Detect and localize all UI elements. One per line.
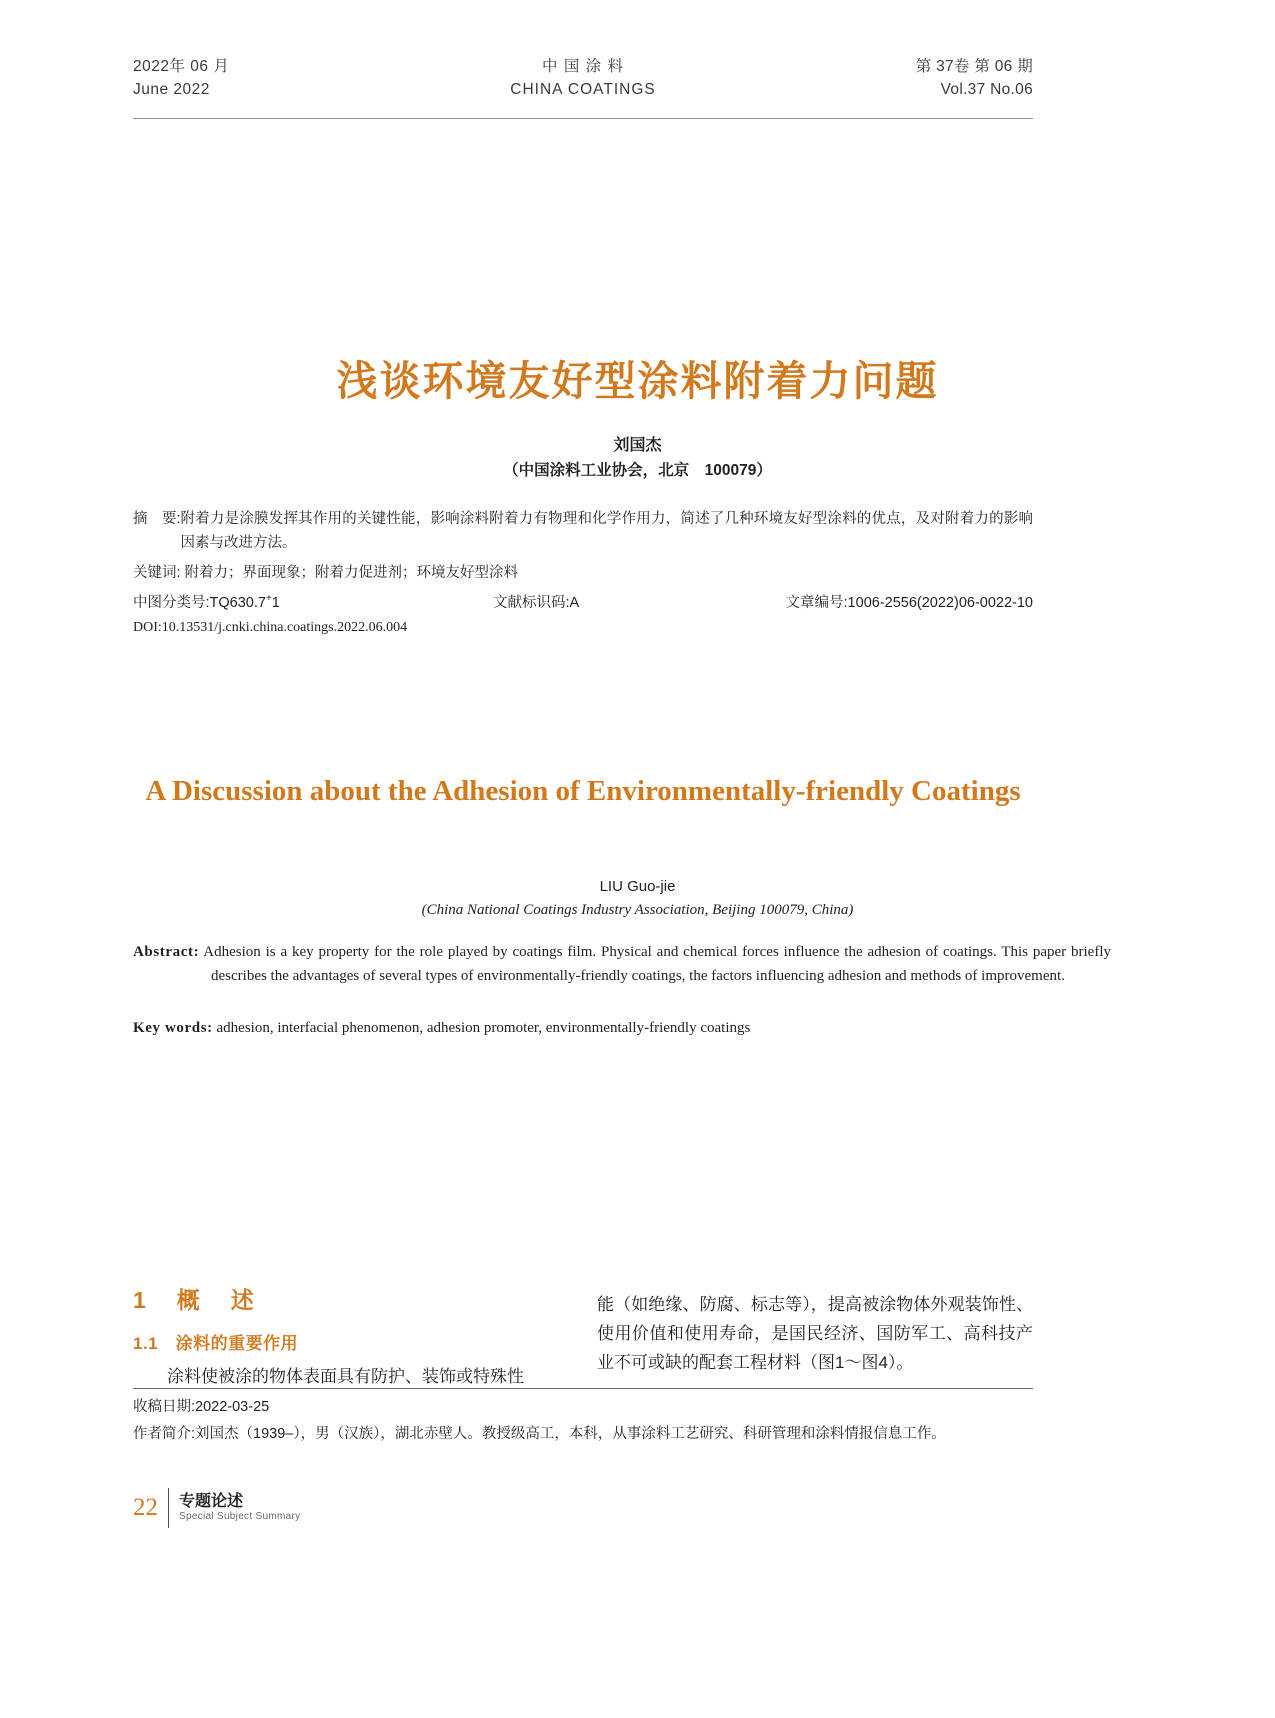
clc-tail: 1 <box>271 595 280 611</box>
volume-issue-en: Vol.37 No.06 <box>940 81 1033 99</box>
affiliation-cn: （中国涂料工业协会，北京 100079） <box>503 462 772 479</box>
footer-section-label <box>179 1493 300 1523</box>
author-en: LIU Guo-jie <box>599 878 676 895</box>
page-title-cn: 浅谈环境友好型涂料附着力问题 <box>336 358 939 404</box>
footnote-divider <box>133 1388 1033 1389</box>
article-id: 文章编号:1006-2556(2022)06-0022-10 <box>785 595 1033 611</box>
abstract-cn <box>133 508 1033 556</box>
section-heading-1-1: 1.1 涂料的重要作用 <box>133 1334 299 1353</box>
abstract-label-cn: 摘 要: <box>133 511 181 527</box>
doi: DOI:10.13531/j.cnki.china.coatings.2022.06.004 <box>133 620 408 635</box>
running-head <box>133 55 1033 102</box>
footnote-block <box>133 1394 1033 1448</box>
keywords-label-cn: 关键词: <box>133 565 181 581</box>
page-footer <box>133 1488 533 1528</box>
body-paragraph-left: 涂料使被涂的物体表面具有防护、装饰或特殊性 <box>167 1367 524 1386</box>
keywords-text-en: adhesion, interfacial phenomenon, adhesion promoter, environmentally-friendly coatings <box>212 1020 751 1036</box>
body-column-right <box>597 1290 1033 1378</box>
page-title-en: A Discussion about the Adhesion of Environmentally-friendly Coatings <box>145 775 1021 807</box>
abstract-text-cn: 附着力是涂膜发挥其作用的关键性能，影响涂料附着力有物理和化学作用力，简述了几种环境友好型涂料的优点，及对附着力的影响因素与改进方法。 <box>180 511 1033 551</box>
body-column-left <box>133 1282 563 1391</box>
body-paragraph-right: 能（如绝缘、防腐、标志等），提高被涂物体外观装饰性、使用价值和使用寿命，是国民经济、国防军工、高科技产业不可或缺的配套工程材料（图1～图4）。 <box>597 1295 1033 1373</box>
author-cn: 刘国杰 <box>613 437 662 454</box>
section-heading-1: 1 概 述 <box>133 1287 258 1313</box>
clc-label: 中图分类号: <box>133 595 210 611</box>
classification-row <box>133 591 1033 612</box>
keywords-cn <box>133 562 1033 585</box>
clc-number <box>133 591 493 612</box>
keywords-en <box>133 1016 1111 1040</box>
keywords-text-cn: 附着力；界面现象；附着力促进剂；环境友好型涂料 <box>184 565 519 581</box>
abstract-text-en: Adhesion is a key property for the role played by coatings film. Physical and chemical forces influence the adhesion of coatings. This paper briefly describes the advantages of several types of environmentally-friendly coatings, the factors influencing adhesion and methods of improvement. <box>199 944 1111 985</box>
clc-superscript: + <box>265 593 272 605</box>
header-divider <box>133 118 1033 119</box>
document-code: 文献标识码:A <box>493 595 580 611</box>
journal-title-cn: 中 国 涂 料 <box>542 58 624 75</box>
footer-divider <box>168 1488 169 1528</box>
page-number: 22 <box>133 1494 158 1521</box>
running-head-line-2 <box>133 78 1033 101</box>
running-head-line-1 <box>133 55 1033 78</box>
keywords-label-en: Key words: <box>133 1020 213 1036</box>
issue-date-en: June 2022 <box>133 81 210 99</box>
received-date: 收稿日期:2022-03-25 <box>133 1399 270 1415</box>
footer-label-cn: 专题论述 <box>179 1493 244 1511</box>
abstract-en <box>133 940 1111 989</box>
footer-label-en: Special Subject Summary <box>179 1510 301 1522</box>
volume-issue-cn: 第 37卷 第 06 期 <box>915 58 1033 75</box>
journal-title-en: CHINA COATINGS <box>510 81 656 99</box>
clc-value: TQ630.7 <box>209 595 266 611</box>
affiliation-en: (China National Coatings Industry Association, Beijing 100079, China) <box>421 902 854 918</box>
issue-date-cn: 2022年 06 月 <box>133 58 230 75</box>
author-bio: 作者简介:刘国杰（1939–），男（汉族），湖北赤壁人。教授级高工，本科，从事涂料工艺研究、科研管理和涂料情报信息工作。 <box>133 1425 946 1442</box>
abstract-label-en: Abstract: <box>133 944 200 960</box>
